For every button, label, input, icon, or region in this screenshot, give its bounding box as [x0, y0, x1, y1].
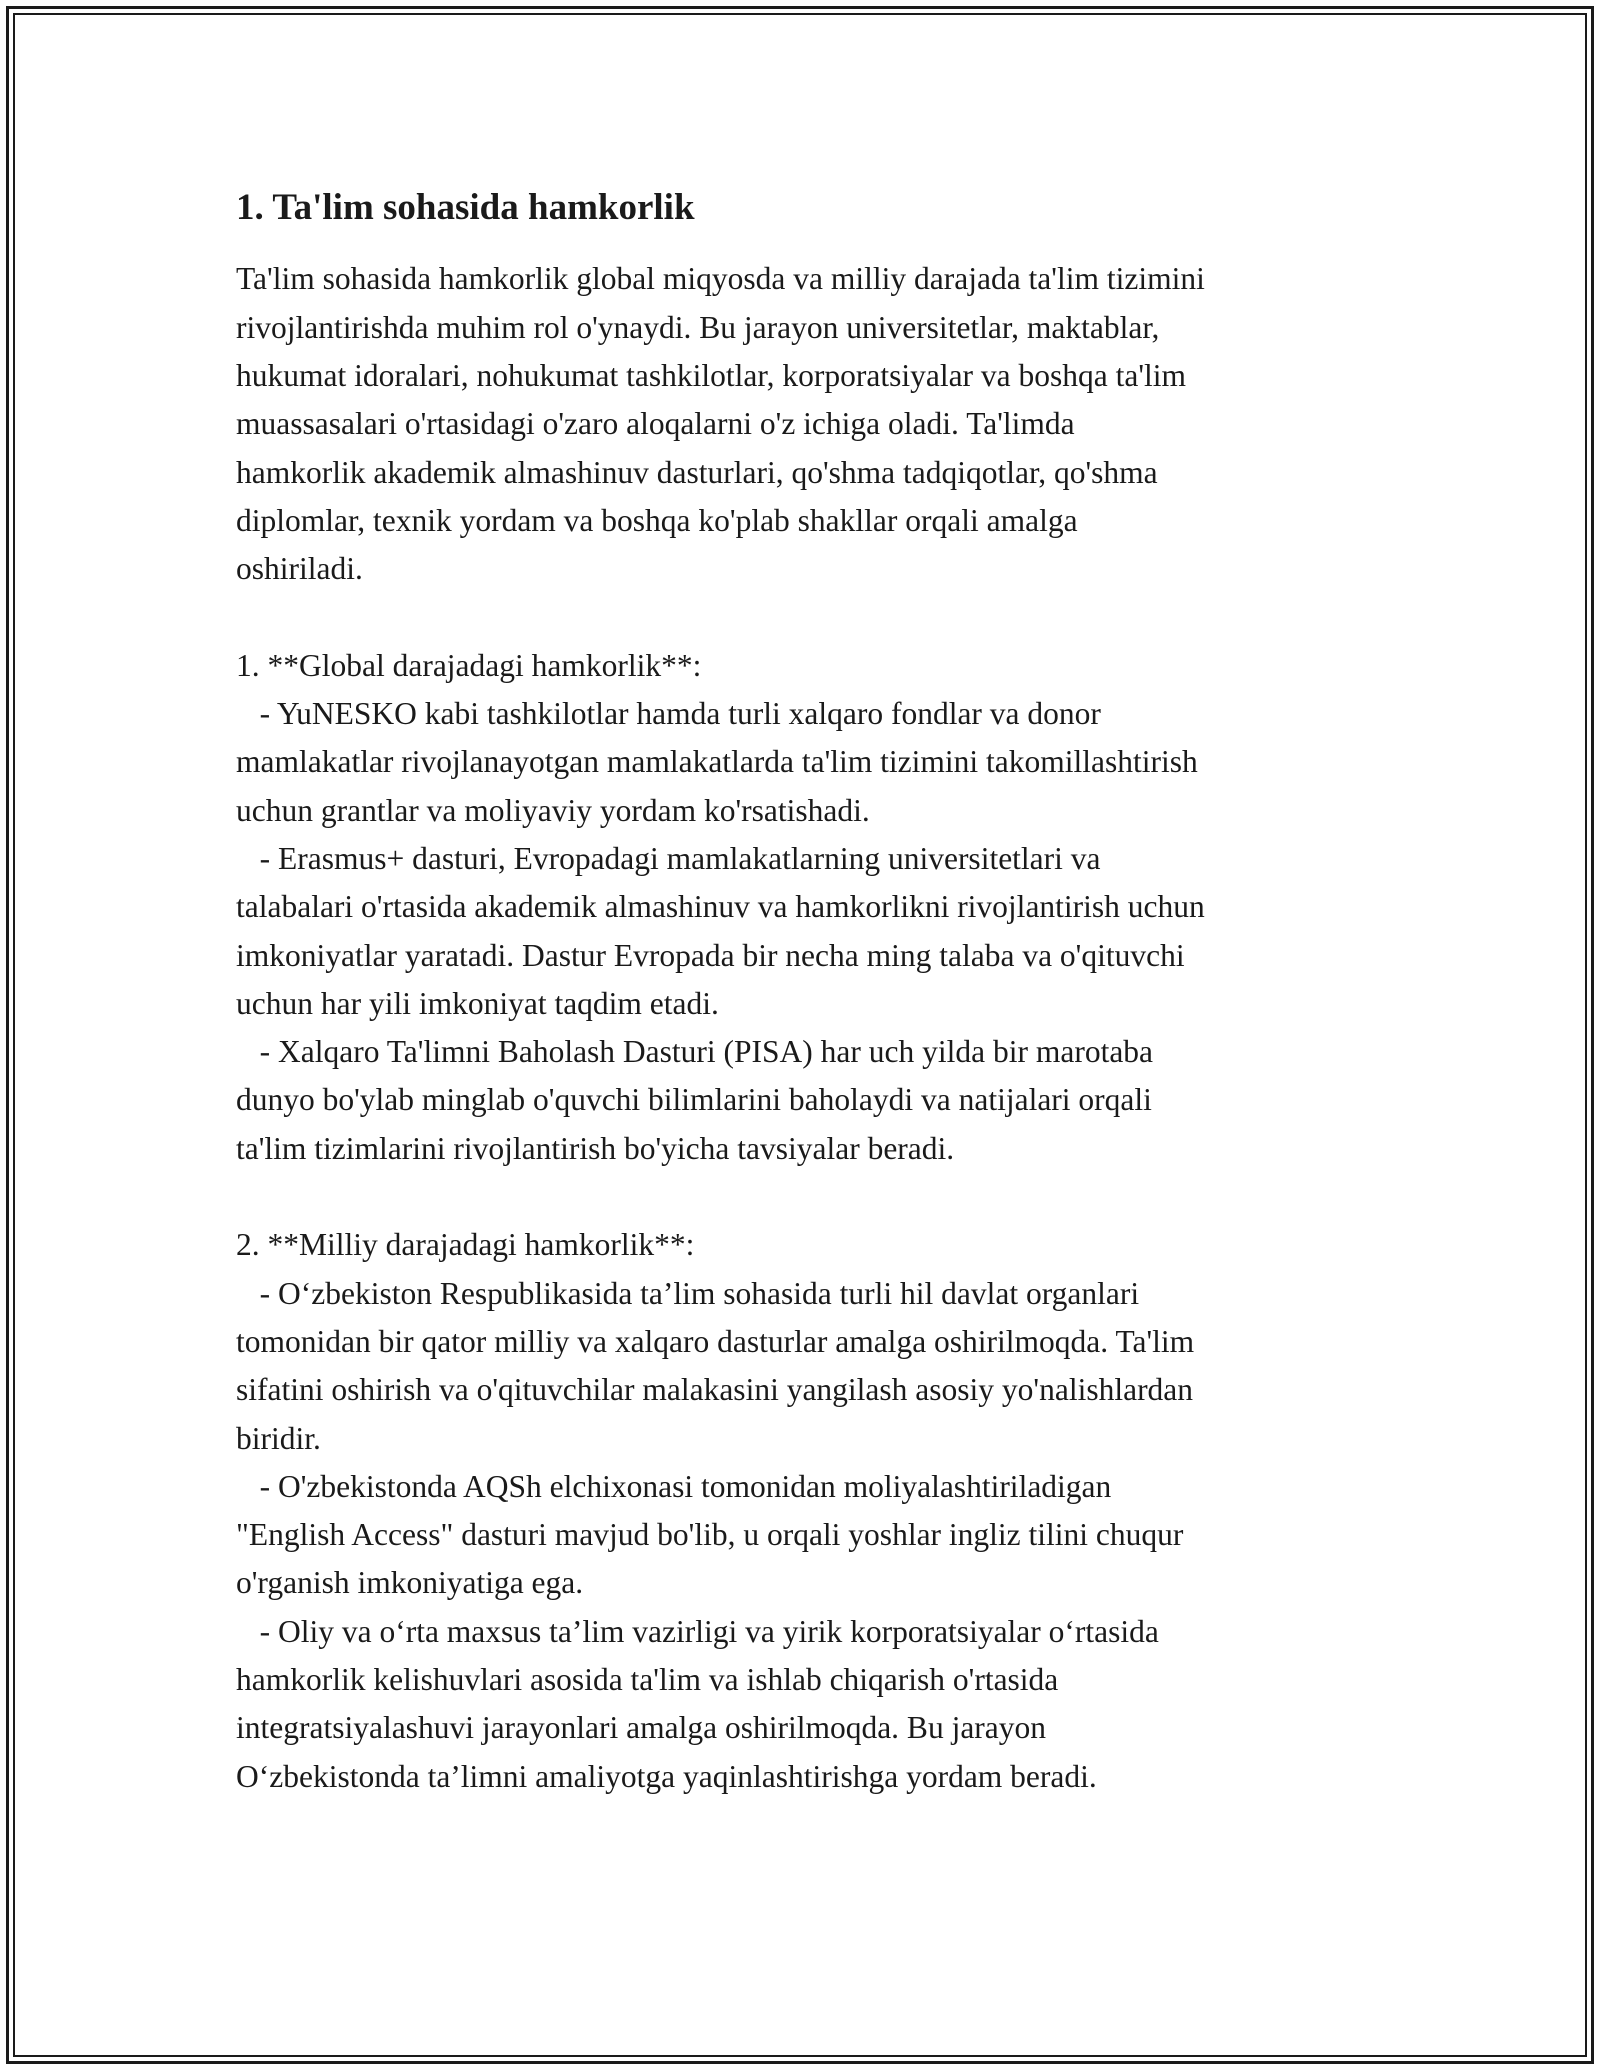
document-content — [236, 186, 1396, 1801]
section-body-text: Ta'lim sohasida hamkorlik global miqyosda va milliy darajada ta'lim tizimini rivojlantirishda muhim rol o'ynaydi. Bu jarayon universitetlar, maktablar, hukumat idoralari, nohukumat tashkilotlar, korporatsiyalar va boshqa ta'lim muassasalari o'rtasidagi o'zaro aloqalarni o'z ichiga oladi. Ta'limda hamkorlik akademik almashinuv dasturlari, qo'shma tadqiqotlar, qo'shma diplomlar, texnik yordam va boshqa ko'plab shakllar orqali amalga oshiriladi. 1. **Global darajadagi hamkorlik**: - YuNESKO kabi tashkilotlar hamda turli xalqaro fondlar va donor mamlakatlar rivojlanayotgan mamlakatlarda ta'lim tizimini takomillashtirish uchun grantlar va moliyaviy yordam ko'rsatishadi. - Erasmus+ dasturi, Evropadagi mamlakatlarning universitetlari va talabalari o'rtasida akademik almashinuv va hamkorlikni rivojlantirish uchun imkoniyatlar yaratadi. Dastur Evropada bir necha ming talaba va o'qituvchi uchun har yili imkoniyat taqdim etadi. - Xalqaro Ta'limni Baholash Dasturi (PISA) har uch yilda bir marotaba dunyo bo'ylab minglab o'quvchi bilimlarini baholaydi va natijalari orqali ta'lim tizimlarini rivojlantirish bo'yicha tavsiyalar beradi. 2. **Milliy darajadagi hamkorlik**: - O‘zbekiston Respublikasida ta’lim sohasida turli hil davlat organlari tomonidan bir qator milliy va xalqaro dasturlar amalga oshirilmoqda. Ta'lim sifatini oshirish va o'qituvchilar malakasini yangilash asosiy yo'nalishlardan biridir. - O'zbekistonda AQSh elchixonasi tomonidan moliyalashtiriladigan "English Access" dasturi mavjud bo'lib, u orqali yoshlar ingliz tilini chuqur o'rganish imkoniyatiga ega. - Oliy va o‘rta maxsus ta’lim vazirligi va yirik korporatsiyalar o‘rtasida hamkorlik kelishuvlari asosida ta'lim va ishlab chiqarish o'rtasida integratsiyalashuvi jarayonlari amalga oshirilmoqda. Bu jarayon O‘zbekistonda ta’limni amaliyotga yaqinlashtirishga yordam beradi. — [236, 261, 1205, 1794]
section-heading: 1. Ta'lim sohasida hamkorlik — [236, 187, 695, 228]
